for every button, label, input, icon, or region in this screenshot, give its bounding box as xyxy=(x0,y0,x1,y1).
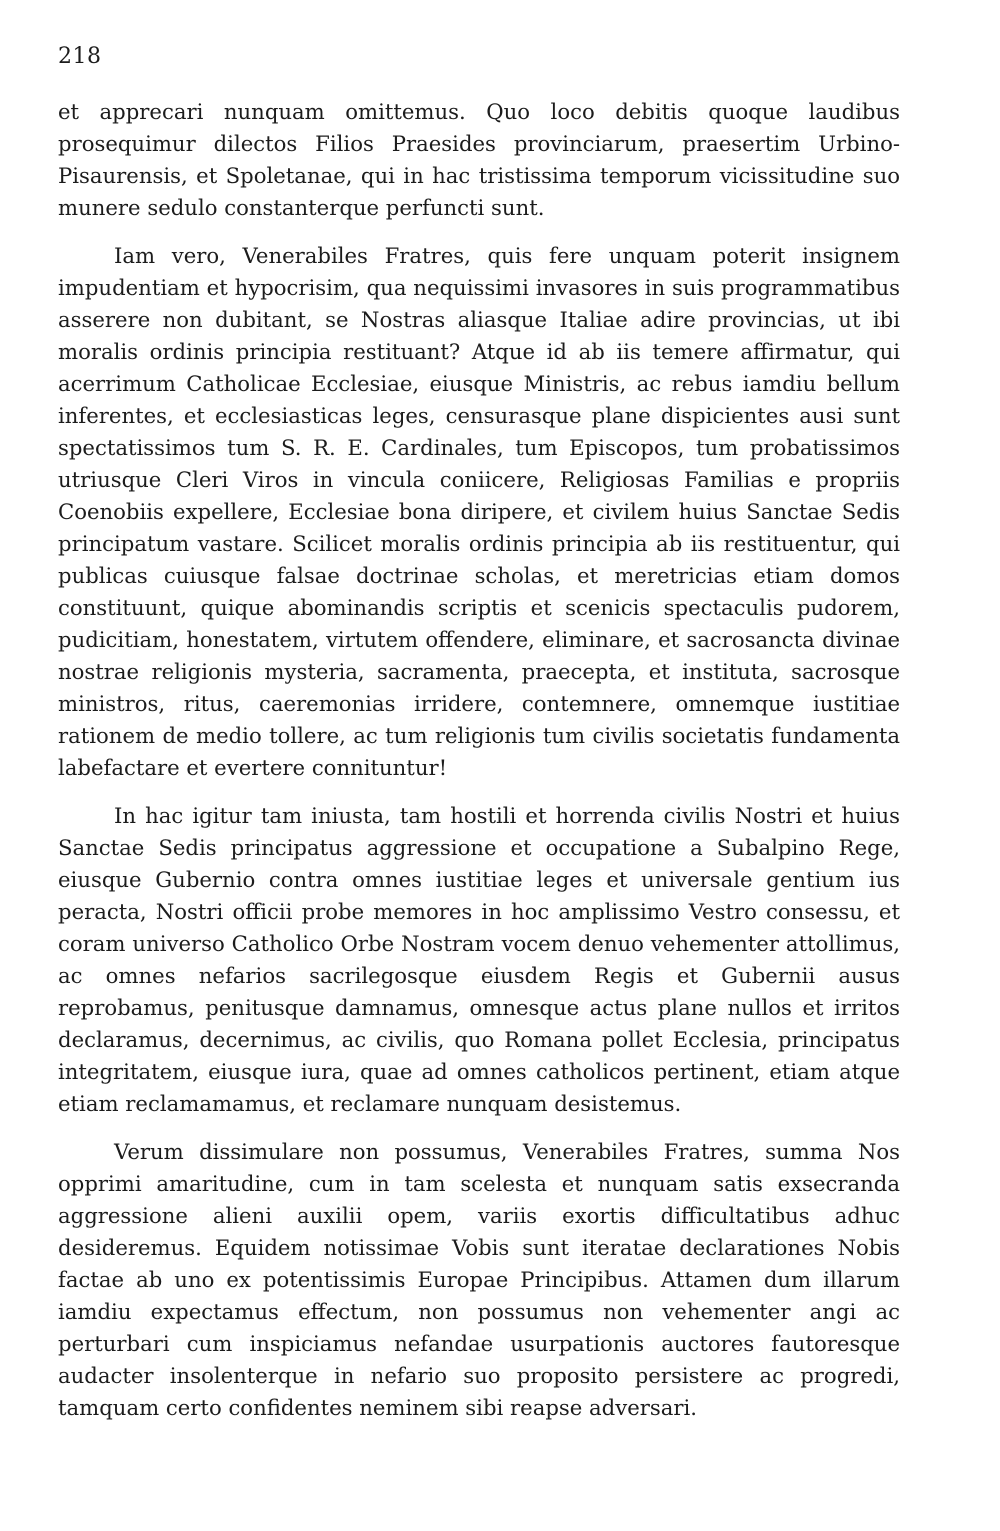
paragraph-1: et apprecari nunquam omittemus. Quo loco debitis quoque laudibus prosequimur dilectos Filios Praesides provinciarum, praesertim Urbino-Pisaurensis, et Spoletanae, qui in hac tristissima temporum vicissitudine suo munere sedulo constanterque perfuncti sunt. xyxy=(58,99,900,220)
paragraph-3: In hac igitur tam iniusta, tam hostili et horrenda civilis Nostri et huius Sanctae Sedis principatus aggressione et occupatione a Subalpino Rege, eiusque Gubernio contra omnes iustitiae leges et universale gentium ius peracta, Nostri officii probe memores in hoc amplissimo Vestro consessu, et coram universo Catholico Orbe Nostram vocem denuo vehementer attollimus, ac omnes nefarios sacrilegosque eiusdem Regis et Gubernii ausus reprobamus, penitusque damnamus, omnesque actus plane nullos et irritos declaramus, decernimus, ac civilis, quo Romana pollet Ecclesia, principatus integritatem, eiusque iura, quae ad omnes catholicos pertinent, etiam atque etiam reclamamamus, et reclamare nunquam desistemus. xyxy=(58,803,900,1116)
body-text xyxy=(58,96,900,1424)
page-number: 218 xyxy=(58,44,102,69)
paragraph-2: Iam vero, Venerabiles Fratres, quis fere unquam poterit insignem impudentiam et hypocrisim, qua nequissimi invasores in suis programmatibus asserere non dubitant, se Nostras aliasque Italiae adire provincias, ut ibi moralis ordinis principia restituant? Atque id ab iis temere affirmatur, qui acerrimum Catholicae Ecclesiae, eiusque Ministris, ac rebus iamdiu bellum inferentes, et ecclesiasticas leges, censurasque plane dispicientes ausi sunt spectatissimos tum S. R. E. Cardinales, tum Episcopos, tum probatissimos utriusque Cleri Viros in vincula coniicere, Religiosas Familias e propriis Coenobiis expellere, Ecclesiae bona diripere, et civilem huius Sanctae Sedis principatum vastare. Scilicet moralis ordinis principia ab iis restituentur, qui publicas cuiusque falsae doctrinae scholas, et meretricias etiam domos constituunt, quique abominandis scriptis et scenicis spectaculis pudorem, pudicitiam, honestatem, virtutem offendere, eliminare, et sacrosancta divinae nostrae religionis mysteria, sacramenta, praecepta, et instituta, sacrosque ministros, ritus, caeremonias irridere, contemnere, omnemque iustitiae rationem de medio tollere, ac tum religionis tum civilis societatis fundamenta labefactare et evertere connituntur! xyxy=(58,243,900,780)
paragraph-4: Verum dissimulare non possumus, Venerabiles Fratres, summa Nos opprimi amaritudine, cum in tam scelesta et nunquam satis exsecranda aggressione alieni auxilii opem, variis exortis difficultatibus adhuc desideremus. Equidem notissimae Vobis sunt iteratae declarationes Nobis factae ab uno ex potentissimis Europae Principibus. Attamen dum illarum iamdiu expectamus effectum, non possumus non vehementer angi ac perturbari cum inspiciamus nefandae usurpationis auctores fautoresque audacter insolenterque in nefario suo proposito persistere ac progredi, tamquam certo confidentes neminem sibi reapse adversari. xyxy=(58,1139,900,1420)
